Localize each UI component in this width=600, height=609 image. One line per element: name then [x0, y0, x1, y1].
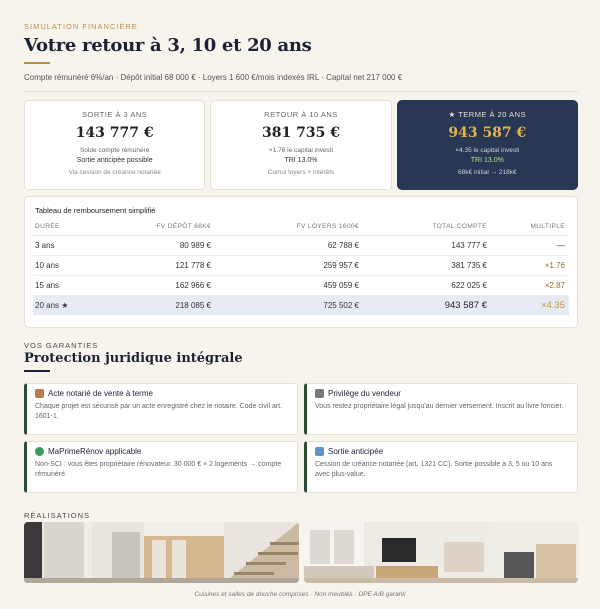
- green-heart-icon: [35, 447, 44, 456]
- guarantee-title: MaPrimeRénov applicable: [48, 447, 142, 456]
- card-label: SORTIE À 3 ANS: [82, 110, 148, 119]
- table-cell: 80 989 €: [103, 235, 219, 255]
- guarantee-card-early-exit: [304, 441, 578, 493]
- exit-icon: [315, 447, 324, 456]
- table-cell: 62 788 €: [219, 235, 367, 255]
- return-cards: [24, 100, 578, 190]
- column-header: FV DÉPÔT 68K€: [103, 218, 219, 235]
- guarantee-title: Acte notarié de vente à terme: [48, 389, 153, 398]
- table-cell: —: [495, 235, 569, 255]
- guarantee-title: Privilège du vendeur: [328, 389, 401, 398]
- bank-icon: [315, 389, 324, 398]
- briefcase-icon: [35, 389, 44, 398]
- card-label: ★ TERME À 20 ANS: [448, 110, 527, 119]
- table-header-row: [33, 218, 569, 235]
- table-cell: ×1.76: [495, 255, 569, 275]
- card-value: 143 777 €: [75, 125, 154, 141]
- table-cell: 20 ans ★: [33, 295, 103, 315]
- table-cell: ×2.87: [495, 275, 569, 295]
- table-cell: 259 957 €: [219, 255, 367, 275]
- realisations-eyebrow: RÉALISATIONS: [24, 511, 91, 520]
- table-cell: 943 587 €: [367, 295, 495, 315]
- repayment-table: [33, 218, 569, 315]
- table-row: [33, 235, 569, 255]
- column-header: TOTAL COMPTE: [367, 218, 495, 235]
- guarantee-card-notarial-deed: [24, 383, 298, 435]
- photo-kitchen-staircase: [24, 522, 299, 583]
- table-cell: 10 ans: [33, 255, 103, 275]
- card-line: TRI 13.0%: [284, 157, 318, 164]
- table-row-highlighted: [33, 295, 569, 315]
- page-subtitle: Compte rémunéré 6%/an · Dépôt initial 68 000 € · Loyers 1 600 €/mois indexés IRL · Capital net 217 000 €: [24, 73, 403, 82]
- divider: [24, 91, 578, 92]
- guarantees-eyebrow: VOS GARANTIES: [24, 341, 99, 350]
- card-value: 943 587 €: [448, 125, 527, 141]
- photos-caption: Cuisines et salles de douche comprises · Non meublés · DPE A/B garanti: [194, 591, 406, 598]
- table-cell: 121 778 €: [103, 255, 219, 275]
- repayment-table-panel: [24, 196, 578, 328]
- guarantee-title: Sortie anticipée: [328, 447, 384, 456]
- card-exit-3-years: [24, 100, 205, 190]
- table-cell: 622 025 €: [367, 275, 495, 295]
- table-cell: 725 502 €: [219, 295, 367, 315]
- table-cell: 459 059 €: [219, 275, 367, 295]
- guarantees-underline: [24, 370, 50, 372]
- guarantee-text: Chaque projet est sécurisé par un acte enregistré chez le notaire. Code civil art. 1601-1.: [35, 403, 283, 421]
- photo-living-room: [304, 522, 578, 583]
- guarantee-text: Non-SCI : vous êtes propriétaire rénovateur. 30 000 € × 2 logements → compte rémunéré.: [35, 461, 282, 479]
- column-header: MULTIPLE: [495, 218, 569, 235]
- card-line: Sortie anticipée possible: [76, 157, 153, 164]
- guarantee-card-maprimerenov: [24, 441, 298, 493]
- title-underline: [24, 62, 50, 64]
- guarantee-card-seller-privilege: [304, 383, 578, 435]
- section-eyebrow: SIMULATION FINANCIÈRE: [24, 22, 138, 31]
- card-line: 68k€ initial → 218k€: [458, 169, 517, 176]
- guarantee-text: Cession de créance notariée (art. 1321 CC). Sortie possible à 3, 5 ou 10 ans avec plus-value.: [315, 461, 553, 479]
- table-row: [33, 255, 569, 275]
- table-cell: 162 966 €: [103, 275, 219, 295]
- table-cell: 15 ans: [33, 275, 103, 295]
- table-cell: 143 777 €: [367, 235, 495, 255]
- card-line: TRI 13.0%: [470, 157, 504, 164]
- card-line: Cumul loyers + intérêts: [267, 169, 335, 176]
- table-cell: 381 735 €: [367, 255, 495, 275]
- table-row: [33, 275, 569, 295]
- card-line: Solde compte rémunéré: [79, 147, 150, 154]
- guarantee-text: Vous restez propriétaire légal jusqu'au dernier versement. Inscrit au livre foncier.: [315, 403, 564, 410]
- card-value: 381 735 €: [262, 125, 340, 141]
- table-title: Tableau de remboursement simplifié: [35, 206, 156, 215]
- card-label: RETOUR À 10 ANS: [264, 110, 338, 119]
- column-header: DURÉE: [33, 218, 103, 235]
- card-line: ×1.76 le capital investi: [268, 147, 334, 154]
- card-line: ×4.35 le capital investi: [455, 147, 520, 154]
- page-title: Votre retour à 3, 10 et 20 ans: [24, 35, 312, 56]
- card-line: Via cession de créance notariée: [68, 169, 161, 176]
- card-return-10-years: [210, 100, 391, 190]
- table-cell: ×4.35: [495, 295, 569, 315]
- guarantees-title: Protection juridique intégrale: [24, 351, 243, 366]
- card-term-20-years: [397, 100, 578, 190]
- table-cell: 3 ans: [33, 235, 103, 255]
- table-cell: 218 085 €: [103, 295, 219, 315]
- column-header: FV LOYERS 1600€: [219, 218, 367, 235]
